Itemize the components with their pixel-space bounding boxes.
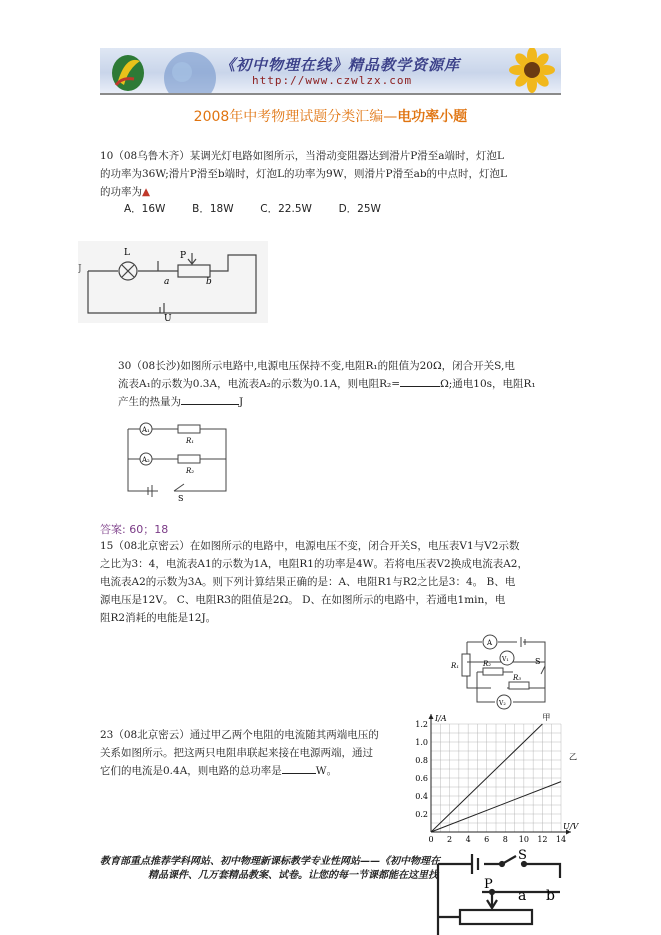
y-tick-label: 0.2 — [415, 810, 428, 819]
fig-label-a1: A₁ — [142, 426, 150, 434]
q10-line3: 的功率为 — [100, 186, 142, 198]
fig-label-v1: V₁ — [502, 656, 509, 663]
x-tick-label: 14 — [555, 835, 567, 844]
q23-line1: 23（08北京密云）通过甲乙两个电阻的电流随其两端电压的 — [100, 729, 379, 741]
answer-blank-r2[interactable] — [400, 376, 440, 387]
fig-label-a: a — [164, 277, 170, 287]
answer-blank-power[interactable] — [282, 763, 316, 774]
title-part1: 2008年中考物理试题分类汇编— — [193, 109, 398, 125]
bottom-label-b: b — [546, 888, 555, 904]
fig-label-switch-q15: S — [535, 657, 541, 666]
q30-line2a: 流表A₁的示数为0.3A，电流表A₂的示数为0.1A，则电阻R₂= — [118, 378, 401, 390]
question-30 — [118, 357, 578, 411]
fig-label-r1-q15: R₁ — [451, 662, 460, 670]
choice-c: C．22.5W — [260, 203, 312, 215]
q10-line3-wrap — [100, 183, 570, 201]
question-23 — [100, 726, 420, 780]
fig-label-slider: P — [180, 251, 187, 261]
choice-a: A．16W — [124, 203, 166, 215]
q15-circuit-figure — [447, 632, 557, 710]
x-tick-label: 0 — [428, 835, 434, 844]
warning-triangle-icon: ▲ — [142, 186, 151, 198]
x-tick-label: 8 — [502, 835, 508, 844]
q10-choices — [124, 201, 381, 216]
series-name-label: 甲 — [542, 713, 551, 722]
fig-label-a2: A₂ — [142, 456, 150, 464]
q15-line2: 之比为3：4，电流表A1的示数为1A，电阻R1的功率是4W。若将电压表V2换成电流表A2， — [100, 558, 528, 570]
y-axis-arrow — [429, 714, 434, 719]
q15-line1: 15（08北京密云）在如图所示的电路中，电源电压不变，闭合开关S，电压表V1与V2示数 — [100, 540, 520, 552]
footer-line1: 教育部重点推荐学科网站、初中物理新课标教学专业性网站——《初中物理在 — [100, 856, 440, 867]
earth-graphic — [150, 48, 220, 93]
fig-label-ammeter: A — [487, 639, 493, 647]
q30-answer: 答案: 60；18 — [100, 523, 169, 536]
x-axis-label: U/V — [563, 822, 579, 831]
y-tick-label: 1.2 — [415, 720, 428, 729]
q10-line1: 10（08乌鲁木齐）某调光灯电路如图所示，当滑动变阻器达到滑片P滑至a端时，灯泡L — [100, 150, 505, 162]
fig-label-lamp: L — [124, 248, 130, 258]
q30-line3-wrap — [118, 393, 578, 411]
bottom-circuit-figure — [432, 848, 572, 935]
logo-icon — [106, 51, 146, 91]
question-15 — [100, 537, 570, 627]
y-axis-label: I/A — [435, 714, 447, 723]
footer-text — [100, 855, 440, 883]
y-tick-label: 0.4 — [415, 792, 428, 801]
title-part2: 电功率小题 — [397, 109, 468, 125]
q23-line3-wrap — [100, 762, 420, 780]
header-banner — [100, 48, 561, 95]
bottom-label-p: P — [484, 877, 493, 892]
y-tick-label: 0.6 — [415, 774, 428, 783]
sunflower-graphic — [498, 48, 561, 94]
banner-title: 《初中物理在线》精品教学资源库 — [220, 56, 461, 74]
q30-line2-wrap — [118, 375, 578, 393]
x-tick-label: 6 — [484, 835, 490, 844]
banner-url[interactable]: http://www.czwlzx.com — [252, 74, 413, 87]
fig-margin-mark: J — [78, 264, 82, 274]
fig-label-r2-q15: R₂ — [483, 660, 492, 668]
x-tick-label: 10 — [518, 835, 529, 844]
y-tick-label: 0.8 — [415, 756, 428, 765]
question-10 — [100, 147, 570, 201]
q30-circuit-figure — [118, 419, 238, 501]
q30-line1: 30（08长沙)如图所示电路中,电源电压保持不变,电阻R₁的阻值为20Ω，闭合开关S,电 — [118, 360, 515, 372]
iv-chart — [405, 710, 581, 850]
fig-label-r1: R₁ — [186, 437, 195, 445]
fig-label-v2: V₂ — [499, 700, 506, 707]
q23-line2: 关系如图所示。把这两只电阻串联起来接在电源两端，通过 — [100, 747, 373, 759]
x-tick-label: 12 — [537, 835, 548, 844]
q30-line2b: Ω;通电10s，电阻R₁ — [440, 378, 536, 390]
series-name-label: 乙 — [569, 752, 577, 762]
q15-line4: 源电压是12V。 C、电阻R3的阻值是2Ω。 D、在如图所示的电路中，若通电1min，电 — [100, 594, 506, 606]
q15-line5: 阻R2消耗的电能是12J。 — [100, 612, 217, 624]
choice-b: B．18W — [192, 203, 234, 215]
x-tick-label: 4 — [465, 835, 471, 844]
bottom-label-a: a — [518, 888, 527, 904]
q10-circuit-figure — [78, 241, 268, 323]
fig-label-supply: U — [164, 314, 172, 323]
q23-line3a: 它们的电流是0.4A，则电路的总功率是 — [100, 765, 282, 777]
q30-line3a: 产生的热量为 — [118, 396, 181, 408]
fig-label-r3-q15: R₃ — [513, 674, 522, 682]
q23-line3b: W。 — [315, 765, 338, 777]
q15-line3: 电流表A2的示数为3A。则下列计算结果正确的是：A、电阻R1与R2之比是3：4。 B、电 — [100, 576, 516, 588]
q10-line2: 的功率为36W;滑片P滑至b端时，灯泡L的功率为9W，则滑片P滑至ab的中点时，灯泡L — [100, 168, 508, 180]
document-title — [0, 106, 661, 126]
fig-label-r2: R₂ — [186, 467, 195, 475]
bottom-label-s: S — [518, 848, 527, 863]
q30-line3b: J — [239, 396, 244, 408]
x-tick-label: 2 — [447, 835, 453, 844]
y-tick-label: 1.0 — [415, 738, 428, 747]
fig-label-b: b — [206, 277, 212, 287]
fig-label-s: S — [178, 494, 184, 501]
chart-grid — [431, 724, 561, 832]
choice-d: D．25W — [338, 203, 381, 215]
answer-blank-heat[interactable] — [181, 394, 239, 405]
footer-line2: 精品课件、几万套精品教案、试卷。让您的每一节课都能在这里找 — [148, 870, 438, 881]
